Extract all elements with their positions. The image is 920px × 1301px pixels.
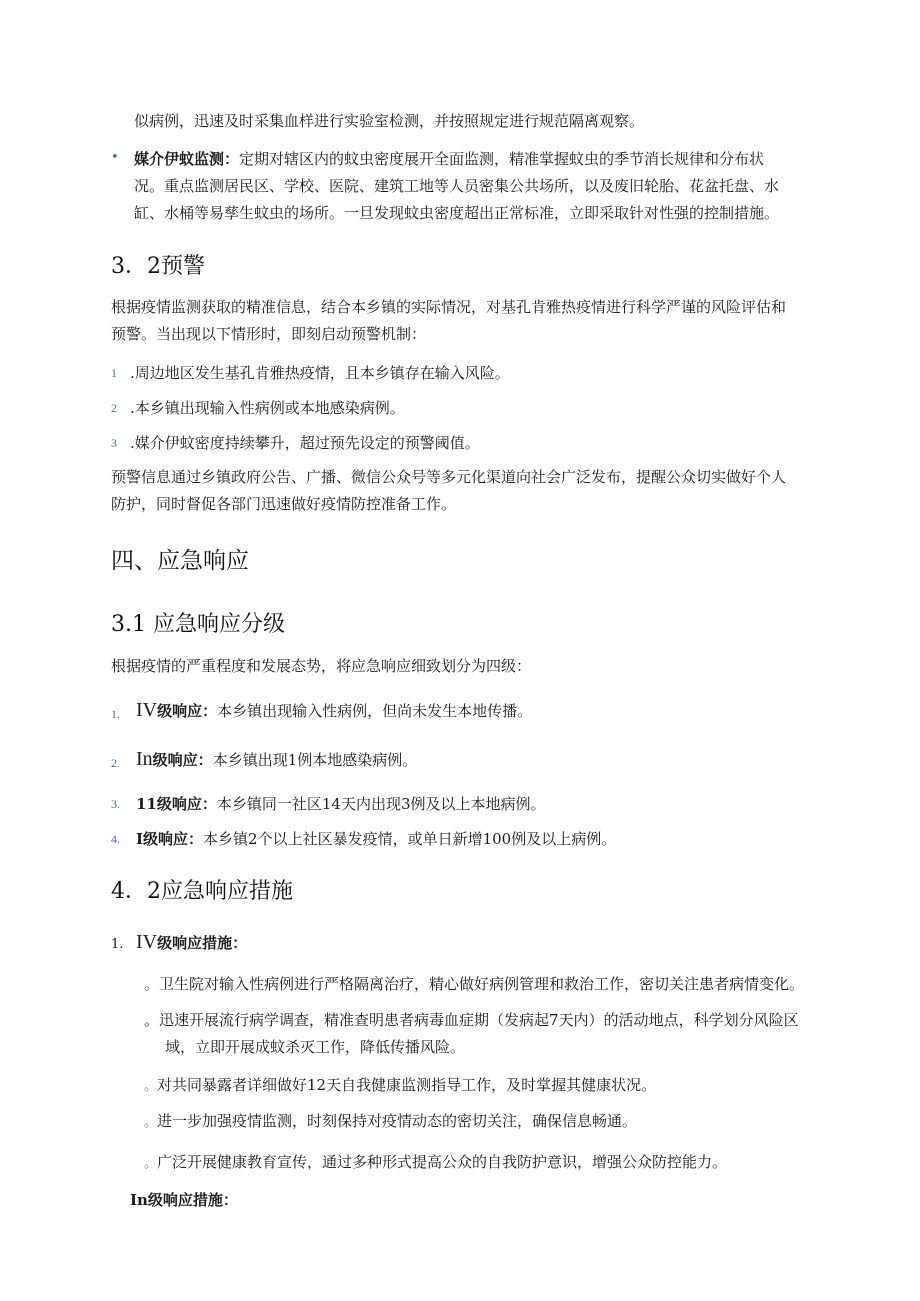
warning-outro-line2: 防护，同时督促各部门迅速做好疫情防控准备工作。 <box>111 495 457 513</box>
measure-item: 。对共同暴露者详细做好12天自我健康监测指导工作，及时掌握其健康状况。 <box>144 1076 657 1094</box>
measure-item-continuation: 域，立即开展成蚊杀灭工作，降低传播风险。 <box>165 1038 466 1056</box>
response-level-iii: In级响应：本乡镇出现1例本地感染病例。 <box>136 748 418 770</box>
warning-item-number: 1 <box>111 366 117 380</box>
response-level-iv: IV级响应：本乡镇出现输入性病例，但尚未发生本地传播。 <box>136 699 533 721</box>
warning-item: .媒介伊蚊密度持续攀升，超过预先设定的预警阈值。 <box>130 434 480 452</box>
measure-item: 。卫生院对输入性病例进行严格隔离治疗，精心做好病例管理和救治工作，密切关注患者病情变化。 <box>144 975 805 993</box>
section-heading-response-measures: 4．2应急响应措施 <box>111 879 293 904</box>
warning-item: .周边地区发生基孔肯雅热疫情，且本乡镇存在输入风险。 <box>130 364 510 382</box>
level-number: 1. <box>111 707 120 721</box>
chapter-heading-emergency-response: 四、应急响应 <box>111 548 249 574</box>
level-number: 3. <box>111 797 120 811</box>
section-heading-warning: 3．2预警 <box>111 254 205 279</box>
warning-outro-line1: 预警信息通过乡镇政府公告、广播、微信公众号等多元化渠道向社会广泛发布，提醒公众切实做好个人 <box>111 468 787 486</box>
paragraph-continuation: 似病例，迅速及时采集血样进行实验室检测，并按照规定进行规范隔离观察。 <box>134 112 645 130</box>
bullet-marker: • <box>111 150 119 165</box>
mosquito-monitoring-line2: 况。重点监测居民区、学校、医院、建筑工地等人员密集公共场所，以及废旧轮胎、花盆托盘、水 <box>134 177 780 195</box>
level-number: 2. <box>111 756 120 770</box>
mosquito-monitoring-line1: 媒介伊蚊监测：定期对辖区内的蚊虫密度展开全面监测，精准掌握蚊虫的季节消长规律和分布状 <box>134 150 765 168</box>
warning-item-number: 2 <box>111 401 117 415</box>
warning-item: .本乡镇出现输入性病例或本地感染病例。 <box>130 399 405 417</box>
measures-number: 1. <box>111 937 124 952</box>
warning-item-number: 3 <box>111 436 117 450</box>
level-number: 4. <box>111 832 120 846</box>
level3-measures-title: In级响应措施： <box>130 1191 238 1209</box>
grading-intro: 根据疫情的严重程度和发展态势，将应急响应细致划分为四级： <box>111 657 532 675</box>
measure-item: 。进一步加强疫情监测，时刻保持对疫情动态的密切关注，确保信息畅通。 <box>144 1112 638 1130</box>
warning-intro-line2: 预警。当出现以下情形时，即刻启动预警机制： <box>111 325 427 343</box>
mosquito-monitoring-label: 媒介伊蚊监测： <box>134 150 240 168</box>
warning-intro-line1: 根据疫情监测获取的精准信息，结合本乡镇的实际情况，对基孔肯雅热疫情进行科学严谨的风险评估和 <box>111 298 787 316</box>
mosquito-monitoring-line3: 缸、水桶等易孳生蚊虫的场所。一旦发现蚊虫密度超出正常标准，立即采取针对性强的控制措施。 <box>134 204 780 222</box>
response-level-i: I级响应：本乡镇2个以上社区暴发疫情，或单日新增100例及以上病例。 <box>136 830 617 848</box>
measure-item: 。迅速开展流行病学调查，精准查明患者病毒血症期（发病起7天内）的活动地点，科学划分风险区 <box>144 1011 799 1029</box>
level4-measures-title: IV级响应措施： <box>136 931 248 953</box>
section-heading-response-grading: 3.1 应急响应分级 <box>111 612 285 637</box>
measure-item: 。广泛开展健康教育宣传，通过多种形式提高公众的自我防护意识，增强公众防控能力。 <box>144 1153 728 1171</box>
response-level-ii: 11级响应：本乡镇同一社区14天内出现3例及以上本地病例。 <box>136 795 546 813</box>
